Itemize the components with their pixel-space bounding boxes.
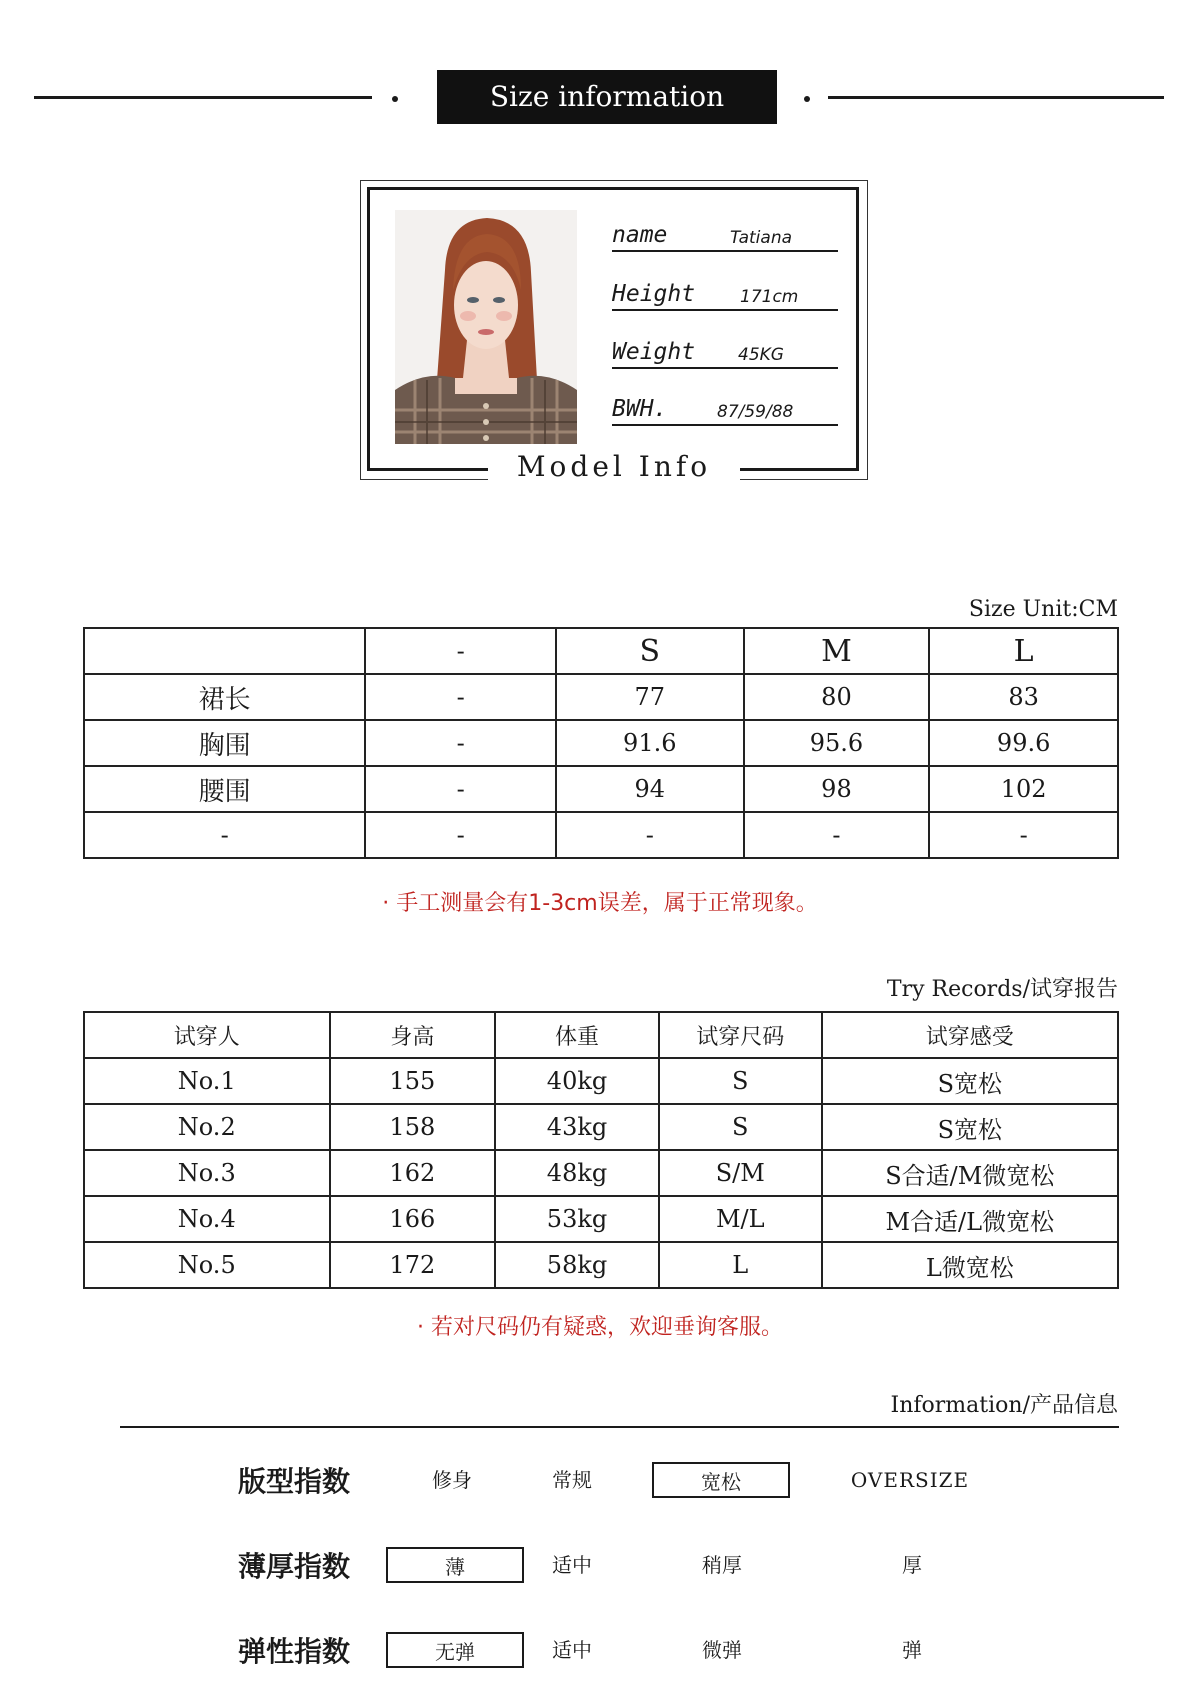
thickness-option-medium: 适中	[552, 1553, 592, 1577]
try-cell: 166	[330, 1196, 496, 1242]
try-cell: S合适/M微宽松	[822, 1150, 1118, 1196]
thickness-option-thin: 薄	[386, 1547, 524, 1583]
fit-option-slim: 修身	[432, 1468, 472, 1492]
size-cell: 80	[744, 674, 930, 720]
size-cell: 94	[556, 766, 744, 812]
try-header-cell: 试穿人	[84, 1012, 330, 1058]
try-cell: 58kg	[495, 1242, 659, 1288]
try-cell: S宽松	[822, 1058, 1118, 1104]
try-cell: 158	[330, 1104, 496, 1150]
try-records-table	[83, 1011, 1119, 1289]
size-cell: 98	[744, 766, 930, 812]
try-header-cell: 试穿感受	[822, 1012, 1118, 1058]
try-cell: No.2	[84, 1104, 330, 1150]
product-info-divider	[120, 1426, 1119, 1428]
model-height-value: 171cm	[740, 287, 799, 307]
size-cell: -	[929, 812, 1118, 858]
fit-option-regular: 常规	[552, 1468, 592, 1492]
try-cell: 155	[330, 1058, 496, 1104]
model-photo	[395, 210, 577, 444]
header-dot-right	[804, 96, 810, 102]
try-cell: 162	[330, 1150, 496, 1196]
product-info-heading: Information/产品信息	[890, 1393, 1118, 1418]
size-chart-row	[84, 720, 1118, 766]
size-cell: 95.6	[744, 720, 930, 766]
try-cell: M/L	[659, 1196, 822, 1242]
try-records-row	[84, 1150, 1118, 1196]
size-header-cell: -	[365, 628, 556, 674]
fit-index-label: 版型指数	[238, 1465, 351, 1498]
size-cell: -	[365, 766, 556, 812]
model-card-caption: Model Info	[488, 450, 740, 483]
fit-option-oversize: OVERSIZE	[850, 1468, 970, 1492]
size-chart-table	[83, 627, 1119, 859]
model-weight-field	[612, 329, 838, 369]
size-chart-row	[84, 766, 1118, 812]
size-unit-note: Size Unit:CM	[968, 597, 1118, 622]
try-records-row	[84, 1104, 1118, 1150]
header-dot-left	[392, 96, 398, 102]
size-chart-row	[84, 812, 1118, 858]
size-cell: 裙长	[84, 674, 365, 720]
elasticity-option-slight: 微弹	[702, 1638, 742, 1662]
size-chart-header-row	[84, 628, 1118, 674]
model-bwh-field	[612, 386, 838, 426]
try-cell: 53kg	[495, 1196, 659, 1242]
model-bwh-label: BWH.	[612, 396, 668, 422]
support-note: · 若对尺码仍有疑惑，欢迎垂询客服。	[417, 1315, 783, 1340]
size-cell: -	[365, 720, 556, 766]
elasticity-index-label: 弹性指数	[238, 1635, 351, 1668]
size-cell: -	[84, 812, 365, 858]
model-name-label: name	[612, 222, 668, 248]
elasticity-option-stretch: 弹	[902, 1638, 922, 1662]
thickness-option-thick: 厚	[902, 1553, 922, 1577]
size-cell: -	[365, 812, 556, 858]
model-name-field	[612, 212, 838, 252]
size-header-cell: M	[744, 628, 930, 674]
try-cell: S	[659, 1058, 822, 1104]
page-title: Size information	[437, 70, 777, 124]
try-cell: No.3	[84, 1150, 330, 1196]
size-cell: 77	[556, 674, 744, 720]
try-cell: 172	[330, 1242, 496, 1288]
thickness-index-label: 薄厚指数	[238, 1550, 351, 1583]
try-cell: 43kg	[495, 1104, 659, 1150]
size-cell: 83	[929, 674, 1118, 720]
header-line-left	[34, 96, 372, 99]
size-header-cell	[84, 628, 365, 674]
size-chart-row	[84, 674, 1118, 720]
try-cell: No.5	[84, 1242, 330, 1288]
elasticity-option-none: 无弹	[386, 1632, 524, 1668]
model-bwh-value: 87/59/88	[717, 402, 794, 422]
model-height-label: Height	[612, 281, 696, 307]
size-cell: -	[744, 812, 930, 858]
try-records-row	[84, 1058, 1118, 1104]
try-header-cell: 试穿尺码	[659, 1012, 822, 1058]
try-cell: 40kg	[495, 1058, 659, 1104]
elasticity-option-medium: 适中	[552, 1638, 592, 1662]
size-cell: -	[556, 812, 744, 858]
size-header-cell: L	[929, 628, 1118, 674]
try-records-row	[84, 1242, 1118, 1288]
thickness-option-thickish: 稍厚	[702, 1553, 742, 1577]
size-cell: 91.6	[556, 720, 744, 766]
try-cell: 48kg	[495, 1150, 659, 1196]
try-cell: L	[659, 1242, 822, 1288]
try-header-cell: 体重	[495, 1012, 659, 1058]
size-cell: 99.6	[929, 720, 1118, 766]
try-cell: S宽松	[822, 1104, 1118, 1150]
size-header-cell: S	[556, 628, 744, 674]
try-cell: No.1	[84, 1058, 330, 1104]
header-line-right	[828, 96, 1164, 99]
measurement-note: · 手工测量会有1-3cm误差，属于正常现象。	[382, 891, 818, 916]
try-cell: L微宽松	[822, 1242, 1118, 1288]
model-weight-value: 45KG	[738, 345, 784, 365]
try-header-cell: 身高	[330, 1012, 496, 1058]
model-height-field	[612, 271, 838, 311]
try-cell: S/M	[659, 1150, 822, 1196]
try-records-header-row	[84, 1012, 1118, 1058]
try-cell: No.4	[84, 1196, 330, 1242]
try-cell: S	[659, 1104, 822, 1150]
try-records-heading: Try Records/试穿报告	[886, 977, 1118, 1002]
size-cell: 腰围	[84, 766, 365, 812]
size-cell: -	[365, 674, 556, 720]
model-weight-label: Weight	[612, 339, 696, 365]
size-cell: 胸围	[84, 720, 365, 766]
fit-option-loose: 宽松	[652, 1462, 790, 1498]
try-cell: M合适/L微宽松	[822, 1196, 1118, 1242]
model-name-value: Tatiana	[730, 228, 793, 248]
size-cell: 102	[929, 766, 1118, 812]
try-records-row	[84, 1196, 1118, 1242]
